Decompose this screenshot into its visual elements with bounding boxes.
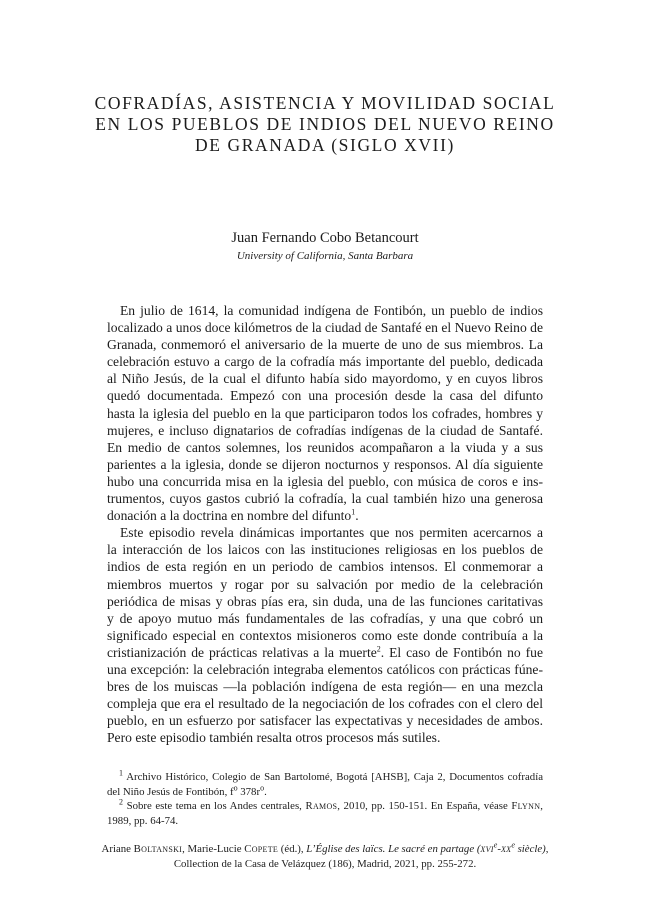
book-citation	[60, 842, 590, 872]
citation-line-1: Ariane Boltanski, Marie-Lucie Copete (éd.), L’Église des laïcs. Le sacré en partage ($xvi^e-xx^e$ siècle),	[101, 840, 549, 855]
body-line: periódica de misas y obras pías era, sin duda, una de las funciones caritativas	[107, 593, 543, 609]
body-line: Granada, conmemoró el aniversario de la muerte de uno de sus miembros. La	[107, 337, 543, 353]
body-line: celebración estuvo a cargo de la cofradía más importante del pueblo, dedicada	[107, 354, 543, 370]
body-line: al Niño Jesús, de la cual el difunto había sido mayordomo, y en cuyos libros	[107, 371, 543, 387]
citation-line-2: Collection de la Casa de Velázquez (186), Madrid, 2021, pp. 255-272.	[173, 858, 477, 870]
body-line: hubo una concurrida misa en la iglesia del pueblo, con música de coros e ins-	[107, 473, 543, 489]
article-body	[107, 302, 543, 746]
body-line: En medio de cantos solemnes, los reunidos acompañaron a la viuda y a sus	[107, 439, 543, 455]
title-line-3: DE GRANADA (SIGLO XVII)	[195, 135, 455, 155]
body-line: Pero este episodio también resalta otros procesos más sutiles.	[107, 730, 441, 746]
author-name: Juan Fernando Cobo Betancourt	[231, 230, 419, 246]
body-line: indios de esta región en un periodo de cambios intensos. El conmemorar a	[107, 559, 543, 575]
body-line: pueblo, en un esfuerzo por satisfacer las expectativas y necesidades de ambos.	[107, 713, 543, 729]
footnote-2-cont: 1989, pp. 64-74.	[107, 814, 179, 827]
body-line: localizado a unos doce kilómetros de la ciudad de Santafé en el Nuevo Reino de	[107, 320, 543, 336]
body-line: quedó documentada. Empezó con una procesión desde la casa del difunto	[107, 388, 543, 404]
footnote-mark: 2	[119, 797, 123, 807]
body-line: miembros muertos y rogar por su salvación por medio de la celebración	[107, 576, 543, 592]
article-title	[60, 93, 590, 156]
body-line: parientes a la iglesia, donde se dijeron nocturnos y responsos. Al día siguiente	[107, 456, 543, 472]
footnote-ref-2[interactable]: 2	[376, 644, 381, 654]
footnote-mark: 1	[119, 768, 123, 778]
body-text: . El caso de Fontibón no fue	[380, 644, 543, 660]
body-line: mujeres, e incluso dignatarios de cofradías indígenas de la ciudad de Santafé.	[107, 422, 543, 438]
body-line: hasta la iglesia del pueblo en la que participaron todos los cofrades, hombres y	[107, 405, 543, 421]
author-affiliation: University of California, Santa Barbara	[236, 250, 414, 262]
body-line: una excepción: la celebración integraba elementos católicos con prácticas fúne-	[107, 661, 543, 677]
footnote-1-cont: del Niño Jesús de Fontibón, $f^o$ $378r^o$.	[107, 783, 267, 798]
body-line: la interacción de los laicos con las instituciones religiosas en los pueblos de	[107, 542, 543, 558]
title-line-2: EN LOS PUEBLOS DE INDIOS DEL NUEVO REINO	[95, 114, 555, 134]
paragraph-2	[107, 524, 543, 746]
body-line: compleja que era el resultado de la negociación de los cofrades con el clero del	[107, 696, 543, 712]
body-line: bres de los muiscas —la población indígena de esta región— en una mezcla	[107, 679, 543, 695]
body-line: donación a la doctrina en nombre del difunto$^1$.	[107, 507, 359, 524]
title-line-1: COFRADÍAS, ASISTENCIA Y MOVILIDAD SOCIAL	[94, 93, 556, 113]
body-line	[107, 644, 543, 661]
body-text: donación a la doctrina en nombre del difunto	[107, 508, 352, 524]
body-line: trumentos, cuyos gastos cubrió la cofradía, la cual también hizo una generosa	[107, 491, 543, 507]
body-line: Este episodio revela dinámicas importantes que nos permiten acercarnos a	[120, 525, 543, 541]
body-line: En julio de 1614, la comunidad indígena de Fontibón, un pueblo de indios	[120, 303, 543, 318]
footnote-1: $^1$ Archivo Histórico, Colegio de San Bartolomé, Bogotá [AHSB], Caja 2, Documentos cofradía	[119, 768, 543, 783]
body-line: y de apoyo mutuo más fundamentales de las cofradías, y una que cobró un	[107, 610, 543, 626]
paragraph-1	[107, 302, 543, 524]
footnotes	[107, 770, 543, 828]
body-text: cristianización de prácticas relativas a la muerte	[107, 644, 377, 660]
footnote-2: $^2$ Sobre este tema en los Andes centrales, Ramos, 2010, pp. 150-151. En España, véase Flynn,	[119, 797, 543, 813]
footnote-ref-1[interactable]: 1	[351, 507, 356, 517]
body-line: significado especial en contextos misioneros como este donde contribuía a la	[107, 627, 543, 643]
